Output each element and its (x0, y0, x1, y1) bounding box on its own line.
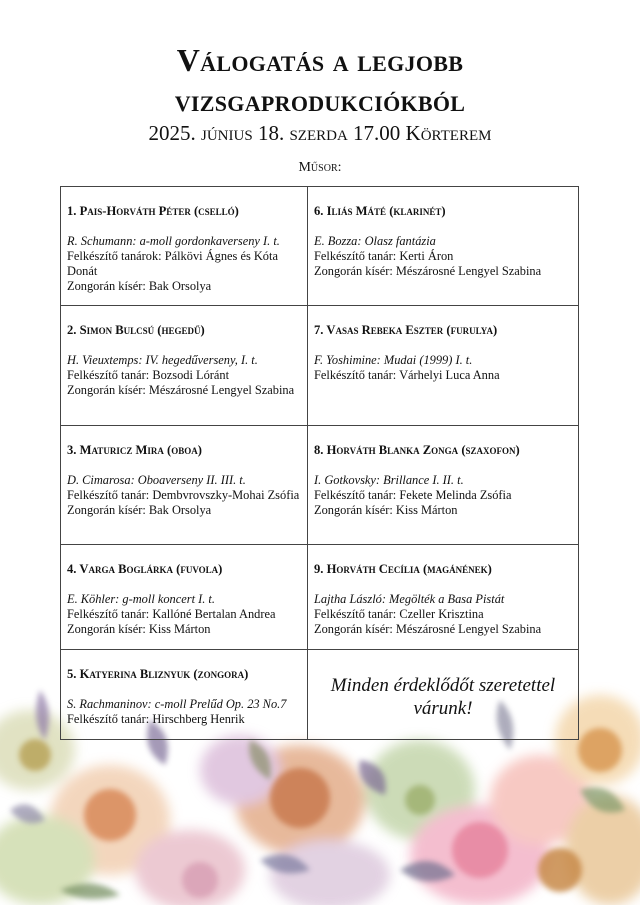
performer-name: 7. Vasas Rebeka Eszter (furulya) (314, 323, 498, 337)
page-title-line1: Válogatás a legjobb (176, 42, 464, 78)
performer-name: 3. Maturicz Mira (oboa) (67, 443, 202, 457)
accompanist-line: Zongorán kísér: Bak Orsolya (67, 279, 212, 293)
event-date-time-venue: 2025. június 18. szerda 17.00 Körterem (148, 121, 492, 145)
accompanist-line: Zongorán kísér: Mészárosné Lengyel Szabina (314, 622, 542, 636)
performer-cell (61, 187, 308, 306)
performer-cell (308, 426, 578, 545)
performer-name: 8. Horváth Blanka Zonga (szaxofon) (314, 443, 520, 457)
invitation-cell (308, 650, 578, 739)
piece-title: D. Cimarosa: Oboaverseny II. III. t. (67, 473, 246, 487)
piece-title: E. Bozza: Olasz fantázia (314, 234, 436, 248)
performer-cell (308, 306, 578, 426)
performer-cell (61, 650, 308, 739)
piece-title: H. Vieuxtemps: IV. hegedűverseny, I. t. (67, 353, 258, 367)
program-table (60, 186, 579, 740)
accompanist-line: Zongorán kísér: Mészárosné Lengyel Szabina (314, 264, 542, 278)
piece-title: I. Gotkovsky: Brillance I. II. t. (314, 473, 464, 487)
teacher-line: Felkészítő tanár: Kallóné Bertalan Andrea (67, 607, 276, 621)
piece-title: F. Yoshimine: Mudai (1999) I. t. (314, 353, 473, 367)
invitation-line1: Minden érdeklődőt szeretettel (330, 674, 556, 696)
performer-cell (61, 306, 308, 426)
performer-cell (308, 545, 578, 650)
accompanist-line: Zongorán kísér: Kiss Márton (67, 622, 211, 636)
teacher-line: Felkészítő tanár: Czeller Krisztina (314, 607, 484, 621)
piece-title: R. Schumann: a-moll gordonkaverseny I. t. (67, 234, 280, 248)
teacher-line: Felkészítő tanár: Várhelyi Luca Anna (314, 368, 500, 382)
performer-cell (61, 545, 308, 650)
invitation-line2: várunk! (413, 697, 473, 719)
accompanist-line: Zongorán kísér: Bak Orsolya (67, 503, 212, 517)
teacher-line: Felkészítő tanár: Kerti Áron (314, 249, 454, 263)
performer-name: 5. Katyerina Bliznyuk (zongora) (67, 667, 249, 681)
performer-name: 6. Iliás Máté (klarinét) (314, 204, 446, 218)
teacher-line: Felkészítő tanár: Hirschberg Henrik (67, 712, 245, 726)
teacher-line: Felkészítő tanár: Bozsodi Lóránt (67, 368, 230, 382)
accompanist-line: Zongorán kísér: Mészárosné Lengyel Szabina (67, 383, 295, 397)
teacher-line: Felkészítő tanár: Dembvrovszky-Mohai Zsófia (67, 488, 300, 502)
performer-cell (308, 187, 578, 306)
performer-name: 2. Simon Bulcsú (hegedű) (67, 323, 205, 337)
piece-title: S. Rachmaninov: c-moll Prelűd Op. 23 No.7 (67, 697, 287, 711)
teacher-line: Felkészítő tanárok: Pálkövi Ágnes és Kóta Donát (67, 249, 278, 278)
teacher-line: Felkészítő tanár: Fekete Melinda Zsófia (314, 488, 512, 502)
performer-name: 9. Horváth Cecília (magánének) (314, 562, 492, 576)
performer-name: 1. Pais-Horváth Péter (cselló) (67, 204, 239, 218)
program-label: Műsor: (298, 160, 342, 175)
piece-title: E. Köhler: g-moll koncert I. t. (67, 592, 215, 606)
accompanist-line: Zongorán kísér: Kiss Márton (314, 503, 458, 517)
performer-name: 4. Varga Boglárka (fuvola) (67, 562, 223, 576)
piece-title: Lajtha László: Megölték a Basa Pistát (314, 592, 505, 606)
performer-cell (61, 426, 308, 545)
page-title-line2: vizsgaprodukciókból (174, 82, 466, 118)
